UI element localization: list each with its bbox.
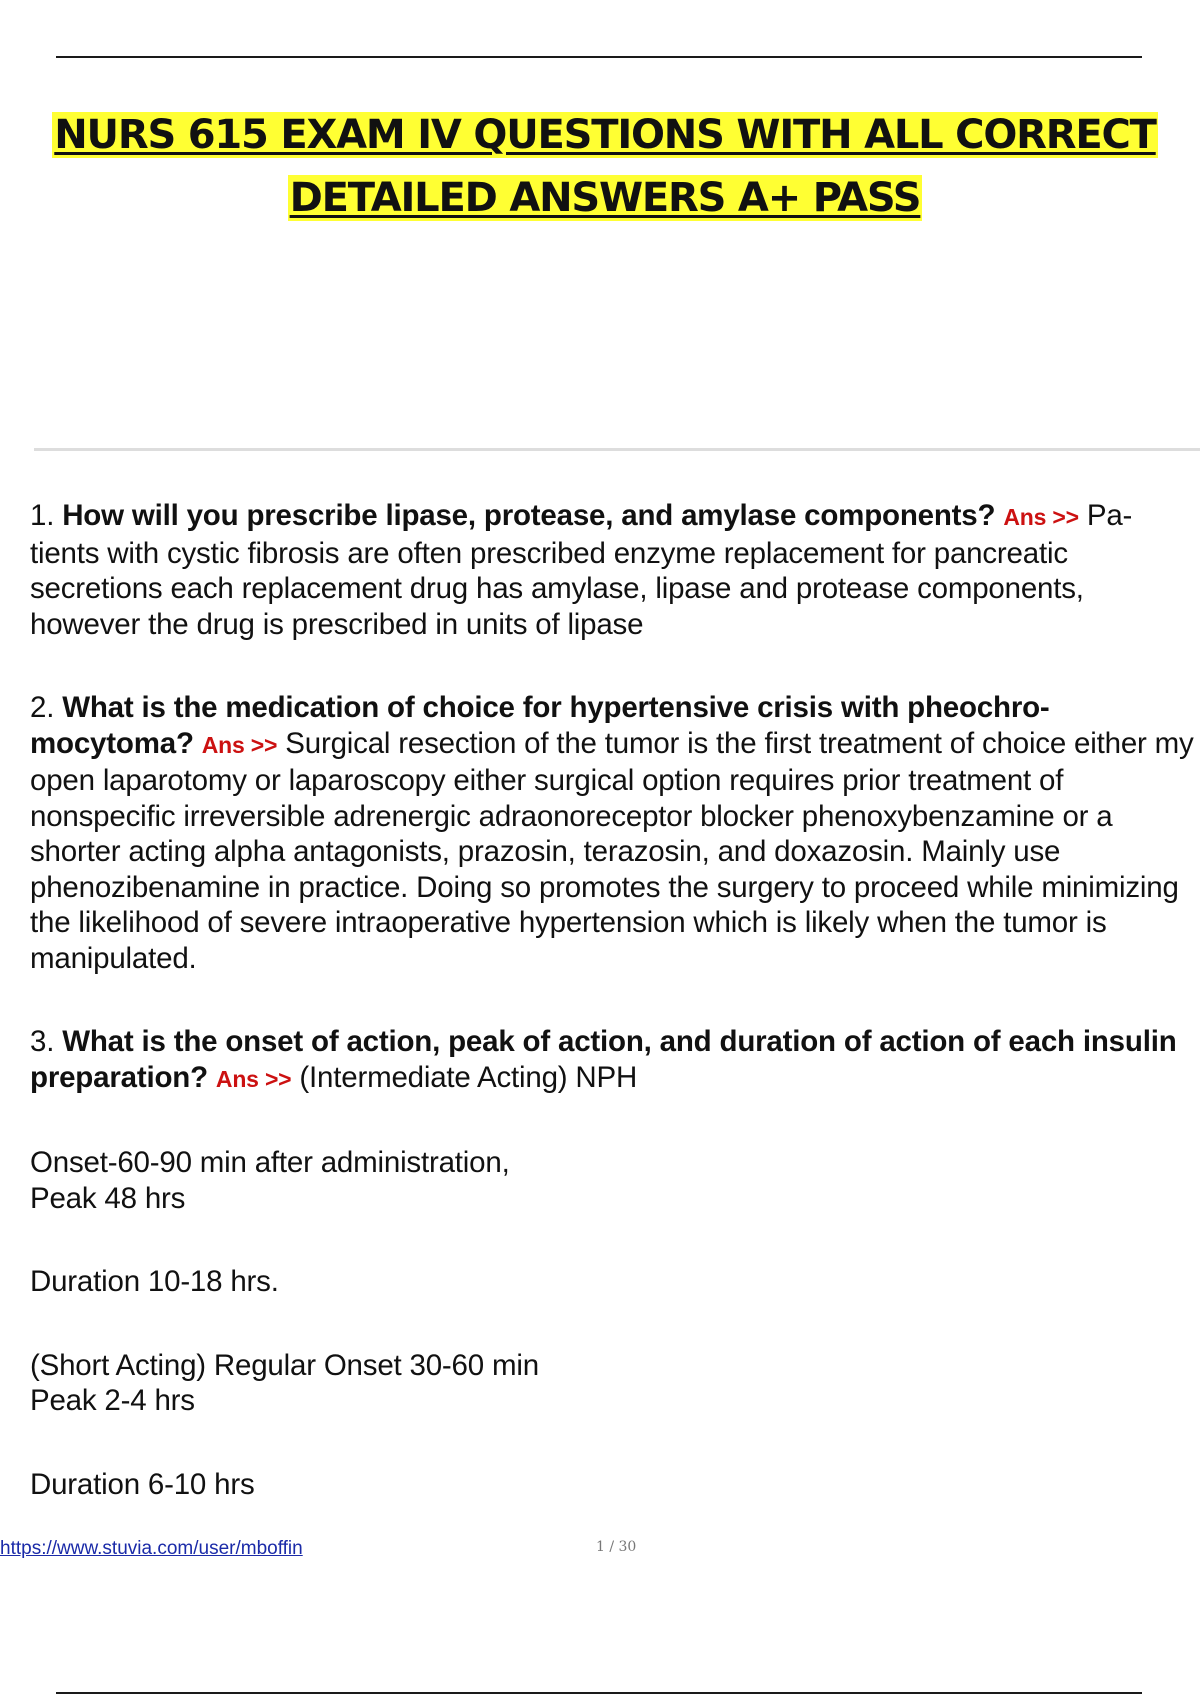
answer-text: (Intermediate Acting) NPH bbox=[299, 1060, 638, 1094]
answer-text: Pa- tients with cystic fibrosis are often prescribed enzyme replacement for pancreatic secretions each replacement drug has amylase, lipase and protease components, however the drug is prescribed in units of lipase bbox=[30, 499, 1133, 641]
answer-marker: Ans >> bbox=[215, 1065, 292, 1092]
nph-peak: Peak 48 hrs bbox=[30, 1181, 186, 1215]
insulin-details bbox=[30, 1145, 1195, 1502]
question-number: 1. bbox=[30, 499, 55, 532]
page-indicator: 1 / 30 bbox=[596, 1539, 637, 1555]
title-line-2: DETAILED ANSWERS A+ PASS bbox=[289, 175, 921, 221]
answer-text: Surgical resection of the tumor is the first treatment of choice either my open laparotomy or laparoscopy either surgical option requires prior treatment of nonspecific irreversible adrenergic adraonoreceptor blocker phenoxybenzamine or a shorter acting alpha antagonists, prazosin, terazosin, and doxazosin. Mainly use phenozibenamine in practice. Doing so promotes the surgery to proceed while minimizing the likelihood of severe intraoperative hypertension which is likely when the tumor is manipulated. bbox=[30, 726, 1194, 975]
title-line-1: NURS 615 EXAM IV QUESTIONS WITH ALL CORRECT bbox=[54, 112, 1156, 158]
question-number: 3. bbox=[30, 1025, 55, 1058]
regular-onset: (Short Acting) Regular Onset 30-60 min bbox=[30, 1348, 539, 1382]
question-number: 2. bbox=[30, 691, 55, 724]
regular-duration: Duration 6-10 hrs bbox=[30, 1467, 255, 1501]
qa-content bbox=[30, 498, 1195, 1502]
question-text: How will you prescribe lipase, protease, and amylase components? bbox=[62, 499, 996, 532]
nph-duration: Duration 10-18 hrs. bbox=[30, 1265, 279, 1298]
top-rule bbox=[56, 56, 1142, 58]
question-3 bbox=[30, 1024, 1195, 1097]
bottom-rule bbox=[56, 1692, 1142, 1694]
question-text: What is the onset of action, peak of action, and duration of action of each insulin preparation? bbox=[30, 1025, 1177, 1094]
answer-marker: Ans >> bbox=[1003, 504, 1079, 530]
question-text: What is the medication of choice for hypertensive crisis with pheochro- mocytoma? bbox=[30, 691, 1050, 760]
answer-marker: Ans >> bbox=[201, 731, 278, 758]
regular-peak: Peak 2-4 hrs bbox=[30, 1384, 195, 1417]
document-title bbox=[40, 104, 1170, 230]
source-link[interactable]: https://www.stuvia.com/user/mboffin bbox=[0, 1538, 303, 1559]
nph-onset: Onset-60-90 min after administration, bbox=[30, 1146, 510, 1179]
section-divider bbox=[34, 448, 1200, 451]
question-2 bbox=[30, 690, 1195, 976]
question-1 bbox=[30, 498, 1195, 642]
